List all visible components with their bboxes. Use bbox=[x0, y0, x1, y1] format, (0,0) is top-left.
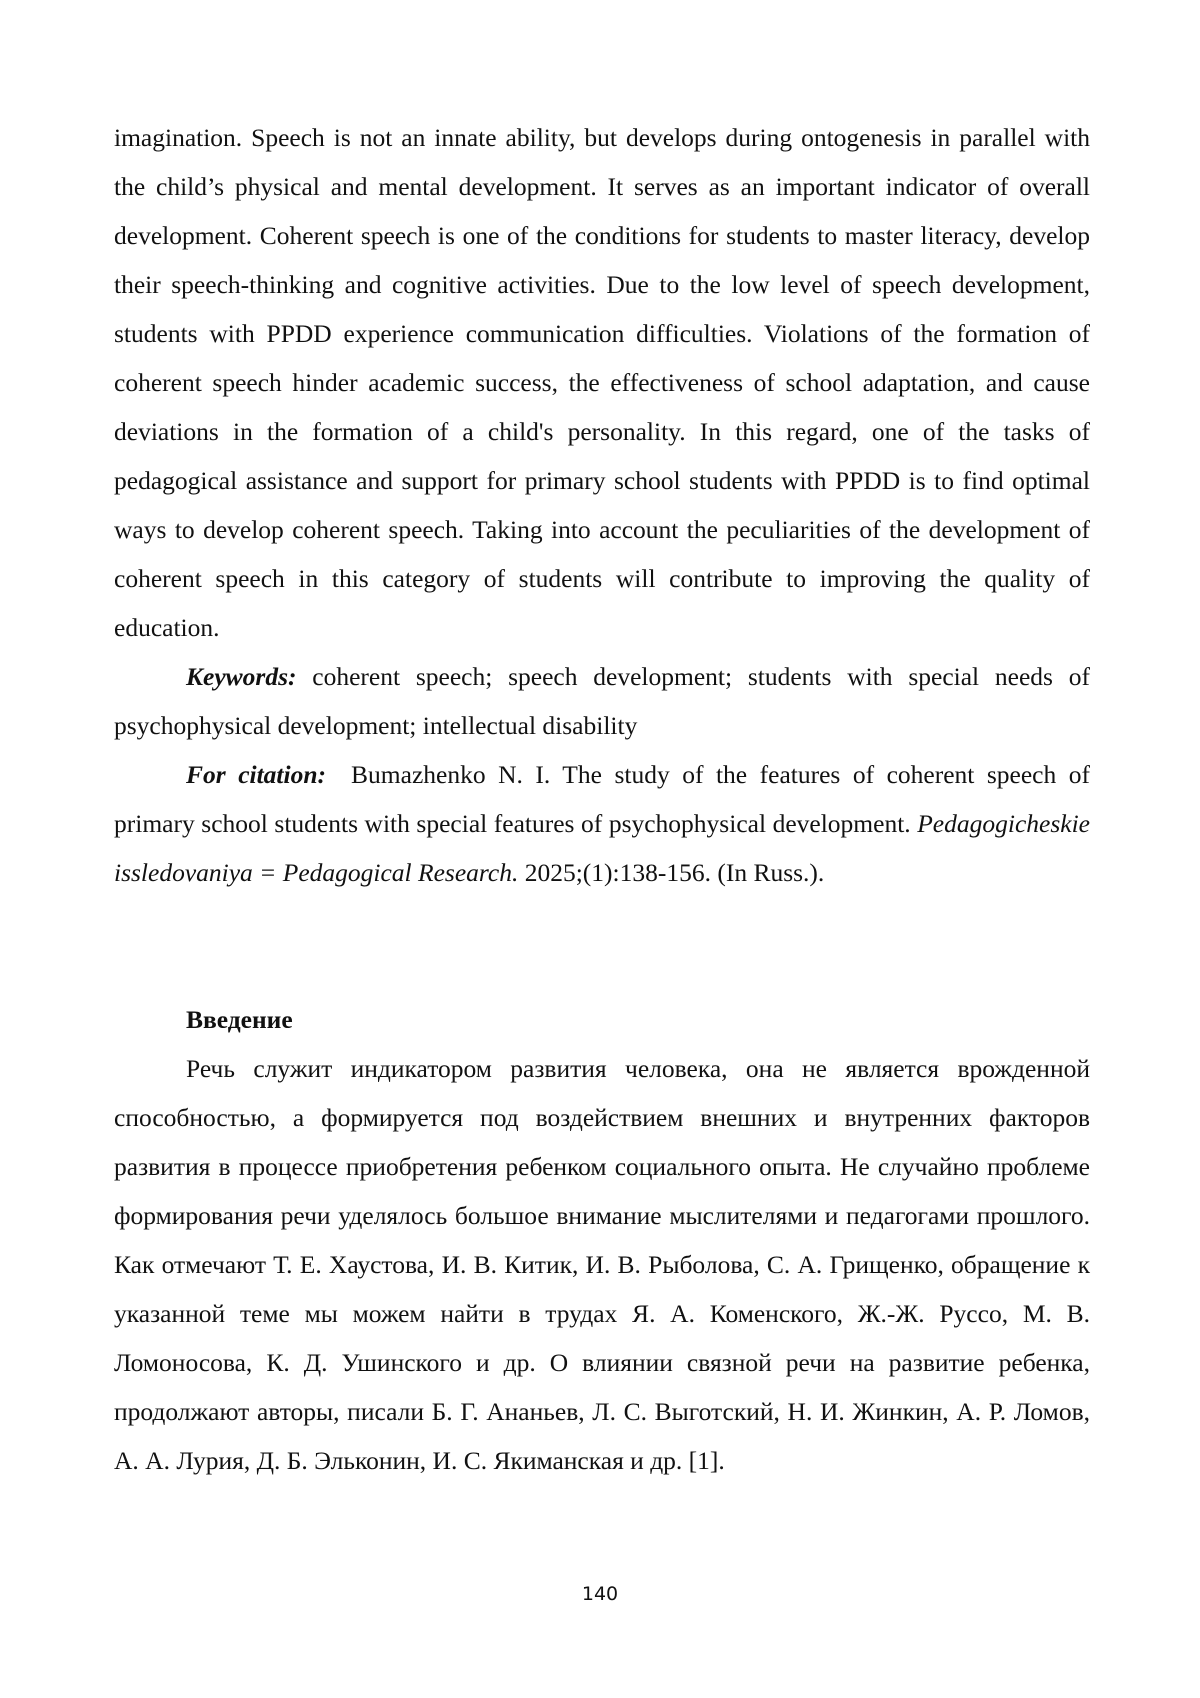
citation-label: For citation: bbox=[186, 760, 327, 789]
citation-journal: Pedagogicheskie issledovaniya = Pedagogical Research. bbox=[114, 809, 1090, 887]
citation-details: 2025;(1):138-156. (In Russ.). bbox=[518, 858, 825, 887]
document-page bbox=[114, 113, 1097, 1485]
keywords-label: Keywords: bbox=[186, 662, 297, 691]
section-spacer bbox=[114, 897, 1090, 995]
keywords-text: coherent speech; speech development; students with special needs of psychophysical development; intellectual disability bbox=[114, 662, 1090, 740]
section-heading-introduction: Введение bbox=[186, 1005, 293, 1034]
page-number: 140 bbox=[581, 1583, 619, 1605]
citation-paragraph bbox=[114, 750, 1097, 897]
keywords-paragraph bbox=[114, 652, 1090, 750]
citation-text: Bumazhenko N. I. The study of the features of coherent speech of primary school students with special features of psychophysical development. bbox=[114, 760, 1097, 838]
introduction-paragraph: Речь служит индикатором развития человека, она не является врожденной способностью, а формируется под воздействием внешних и внутренних факторов развития в процессе приобретения ребенком социального опыта. Не случайно проблеме формирования речи уделялось большое внимание мыслителями и педагогами прошлого. Как отмечают Т. Е. Хаустова, И. В. Китик, И. В. Рыболова, С. А. Грищенко, обращение к указанной теме мы можем найти в трудах Я. А. Коменского, Ж.-Ж. Руссо, М. В. Ломоносова, К. Д. Ушинского и др. О влиянии связной речи на развитие ребенка, продолжают авторы, писали Б. Г. Ананьев, Л. С. Выготский, Н. И. Жинкин, А. Р. Ломов, А. А. Лурия, Д. Б. Эльконин, И. С. Якиманская и др. [1]. bbox=[114, 1054, 1090, 1475]
abstract-paragraph: imagination. Speech is not an innate ability, but develops during ontogenesis in parallel with the child’s physical and mental development. It serves as an important indicator of overall development. Coherent speech is one of the conditions for students to master literacy, develop their speech-thinking and cognitive activities. Due to the low level of speech development, students with PPDD experience communication difficulties. Violations of the formation of coherent speech hinder academic success, the effectiveness of school adaptation, and cause deviations in the formation of a child's personality. In this regard, one of the tasks of pedagogical assistance and support for primary school students with PPDD is to find optimal ways to develop coherent speech. Taking into account the peculiarities of the development of coherent speech in this category of students will contribute to improving the quality of education. bbox=[114, 123, 1090, 642]
